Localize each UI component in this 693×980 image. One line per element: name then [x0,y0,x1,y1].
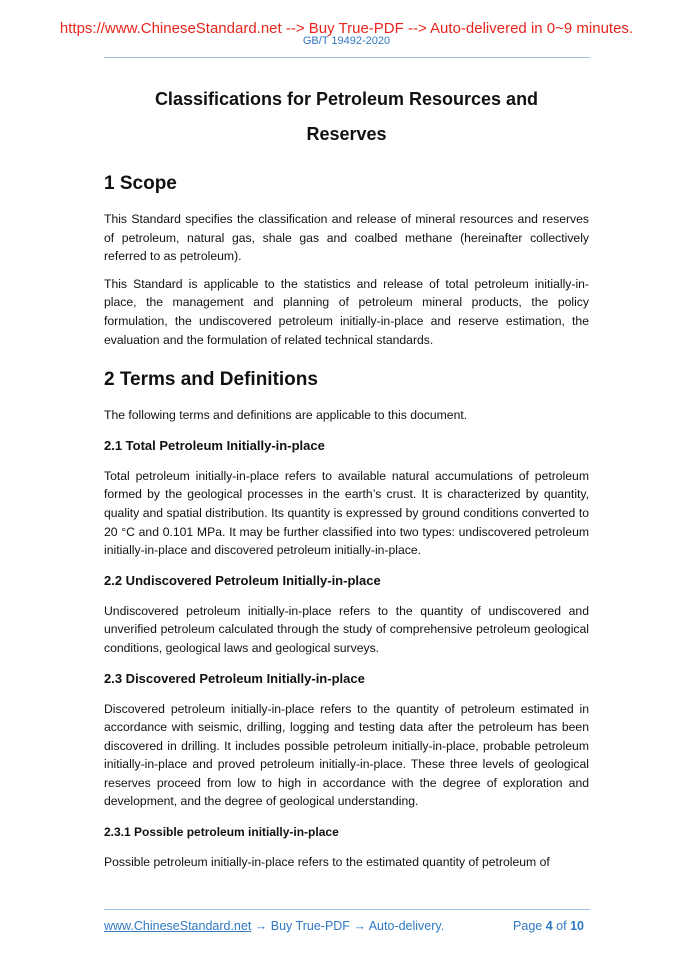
footer-divider [104,909,590,910]
scope-paragraph-1: This Standard specifies the classification and release of mineral resources and reserves of petroleum, natural gas, shale gas and coalbed methane (hereinafter collectively referred to as petroleum). [104,212,589,264]
terms-intro: The following terms and definitions are applicable to this document. [104,408,468,423]
section-2-3-heading: 2.3 Discovered Petroleum Initially-in-place [104,670,365,686]
page-word: Page [513,919,543,933]
section-2-2-text: Undiscovered petroleum initially-in-place refers to the quantity of undiscovered and unverified petroleum calculated through the study of comprehensive petroleum geological conditions, geological laws and geological surveys. [104,603,589,655]
section-2-1-heading: 2.1 Total Petroleum Initially-in-place [104,437,325,453]
footer-link[interactable]: www.ChineseStandard.net [104,919,252,933]
page-number: 4 [545,919,553,933]
title-line-2: Reserves [306,124,387,144]
section-2-3-1-heading: 2.3.1 Possible petroleum initially-in-place [104,825,339,840]
document-title [104,82,589,152]
footer-promo [104,918,444,934]
section-2-1-text: Total petroleum initially-in-place refers to available natural accumulations of petroleum formed by the geological processes in the earth’s crust. It is characterized by quantity, quality and spatial distribution. Its quantity is expressed by ground conditions converted to 20 °C and 0.101 MPa. It may be further classified into two types: undiscovered petroleum initially-in-place and discovered petroleum initially-in-place. [104,468,589,558]
page-indicator [513,918,584,934]
title-line-1: Classifications for Petroleum Resources and [154,89,539,109]
header-divider [104,57,590,58]
section-1-heading: 1 Scope [104,173,177,194]
section-2-heading: 2 Terms and Definitions [104,369,318,391]
scope-paragraph-2: This Standard is applicable to the statistics and release of total petroleum initially-in-place, the management and planning of petroleum mineral products, the policy formulation, the undiscovered petroleum initially-in-place and reserve estimation, the evaluation and the formulation of related technical standards. [104,276,589,347]
page-total: 10 [570,919,584,933]
section-2-3-1-text: Possible petroleum initially-in-place refers to the estimated quantity of petroleum of [104,855,550,870]
section-2-3-text: Discovered petroleum initially-in-place refers to the quantity of petroleum estimated in accordance with seismic, drilling, logging and testing data after the petroleum has been discovered in drilling. It includes possible petroleum initially-in-place, probable petroleum initially-in-place and proved petroleum initially-in-place. These three levels of geological reserves proceed from low to high in accordance with the degree of exploration and development, and the degree of geological understanding. [104,701,589,809]
document-id: GB/T 19492-2020 [302,35,391,47]
of-word: of [556,919,567,933]
top-banner[interactable]: https://www.ChineseStandard.net --> Buy True-PDF --> Auto-delivered in 0~9 minutes. [59,20,634,37]
page-content [104,82,589,872]
section-2-2-heading: 2.2 Undiscovered Petroleum Initially-in-place [104,572,381,588]
footer-promo-text: → Buy True-PDF → Auto-delivery. [251,919,445,933]
